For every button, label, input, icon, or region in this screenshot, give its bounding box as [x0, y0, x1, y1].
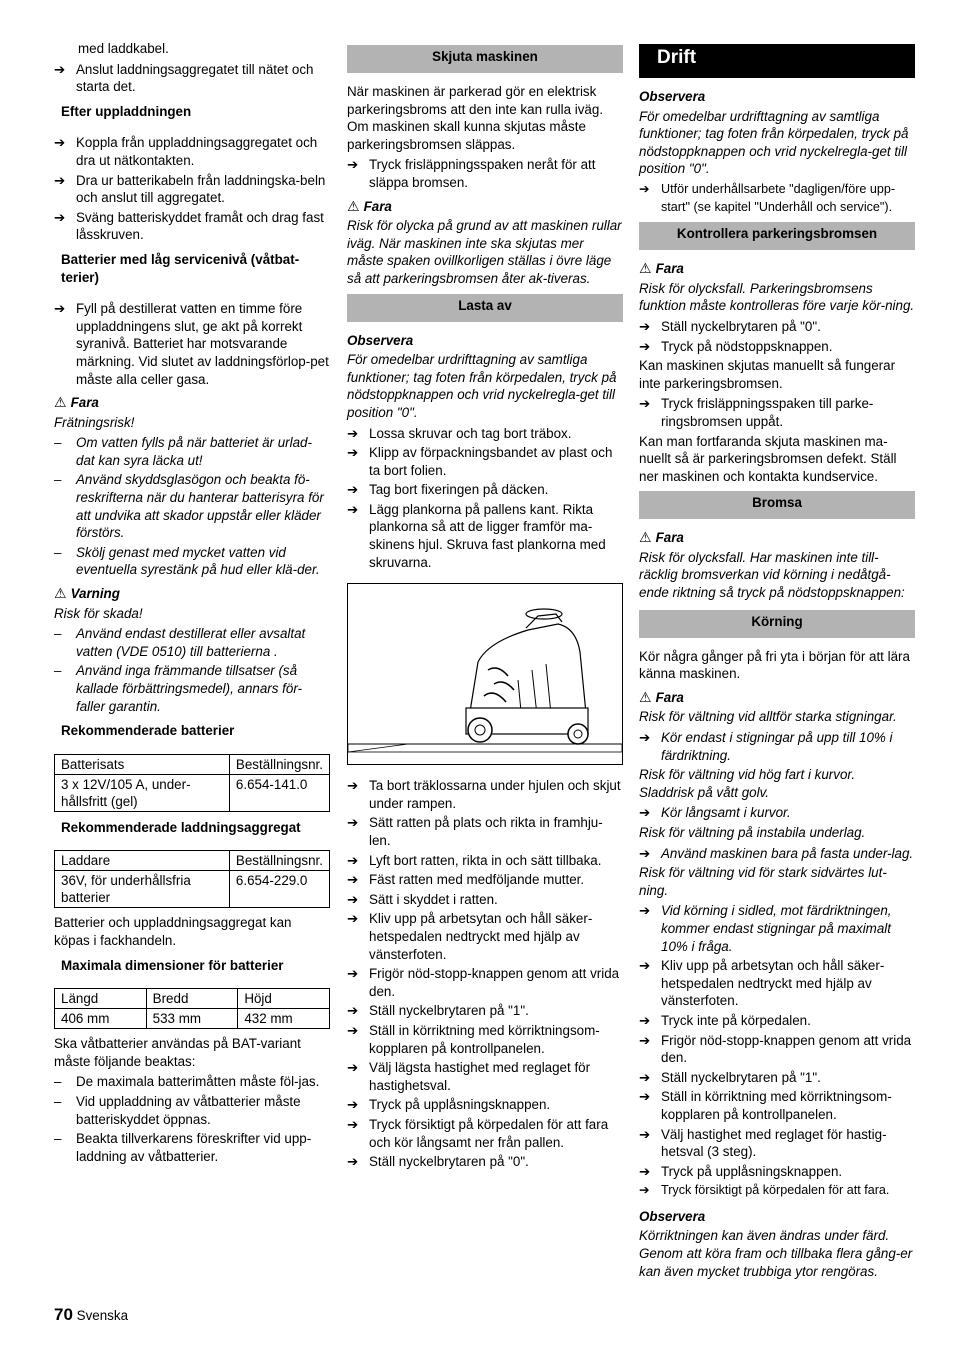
arrow-item: ➔ Sätt i skyddet i ratten. — [347, 891, 498, 907]
dash-item: – Om vatten fylls på när batteriet är urlad-dat kan syra läcka ut! — [54, 435, 312, 468]
arrow-icon: ➔ — [639, 318, 651, 334]
dash-item: – Använd inga främmande tillsatser (så kallade förbättringsmedel), annars för-faller garantin. — [54, 663, 303, 714]
arrow-item: ➔ Tryck på nödstoppsknappen. — [639, 338, 833, 354]
arrow-item: ➔ Lossa skruvar och tag bort träbox. — [347, 425, 572, 441]
arrow-item: ➔ Fäst ratten med medföljande mutter. — [347, 872, 585, 888]
fara-heading: ⚠ Fara — [639, 529, 684, 546]
column-2 — [347, 40, 623, 1173]
arrow-icon: ➔ — [347, 501, 359, 517]
arrow-icon: ➔ — [639, 1126, 651, 1142]
section-drift: Drift — [639, 44, 915, 78]
paragraph: Kör några gånger på fri yta i början för att lära känna maskinen. — [639, 648, 910, 682]
warning-triangle-icon: ⚠ — [347, 197, 360, 214]
arrow-item: ➔ Tryck på upplåsningsknappen. — [347, 1097, 551, 1113]
risk-text: Risk för vältning vid alltför starka stigningar. — [639, 709, 897, 725]
risk-text: Risk för vältning på instabila underlag. — [639, 825, 866, 840]
arrow-icon: ➔ — [639, 1089, 651, 1105]
risk-text: Sladdrisk på vått golv. — [639, 784, 770, 800]
dash-item: – Beakta tillverkarens föreskrifter vid upp-laddning av våtbatterier. — [54, 1131, 312, 1164]
arrow-item: ➔ Tag bort fixeringen på däcken. — [347, 482, 549, 498]
arrow-item: ➔ Välj lägsta hastighet med reglaget för hastighetsval. — [347, 1060, 591, 1093]
arrow-item: ➔ Koppla från uppladdningsaggregatet och dra ut nätkontakten. — [54, 135, 318, 168]
heading-max-dimensioner: Maximala dimensioner för batterier — [61, 957, 284, 973]
arrow-item: ➔ Fyll på destillerat vatten en timme före uppladdningens slut, ge akt på korrekt syranivå. Batteriet har motsvarande märkning. Vid slutet av laddningsförlop-pet måste alla celler gasa. — [54, 301, 329, 387]
arrow-icon: ➔ — [347, 778, 359, 794]
arrow-item: ➔ Dra ur batterikabeln från laddningska-beln och anslut till aggregatet. — [54, 172, 326, 206]
table-batterier: Batterisats Beställningsnr. 3 x 12V/105 A, under-hållsfritt (gel) 6.654-141.0 — [54, 754, 330, 812]
page-footer — [54, 1306, 128, 1325]
arrow-icon: ➔ — [347, 482, 359, 498]
warning-triangle-icon: ⚠ — [639, 529, 652, 546]
observera-text: För omedelbar urdrifttagning av samtliga funktioner; tag foten från körpedalen, tryck på nödstoppknappen och vrid nyckelregla-get till position "0". — [347, 352, 617, 420]
arrow-icon: ➔ — [639, 1069, 651, 1085]
page-number: 70 — [54, 1305, 73, 1324]
heading-rek-laddningsaggregat: Rekommenderade laddningsaggregat — [61, 819, 301, 835]
arrow-item: ➔ Tryck inte på körpedalen. — [639, 1012, 811, 1028]
paragraph: Kan maskinen skjutas manuellt så fungerar inte parkeringsbromsen. — [639, 358, 896, 391]
warning-triangle-icon: ⚠ — [54, 585, 67, 602]
varning-risk: Risk för skada! — [54, 605, 143, 621]
language-label: Svenska — [76, 1308, 129, 1323]
section-kontrollera-parkeringsbromsen: Kontrollera parkeringsbromsen — [639, 222, 915, 250]
table-dimensioner: Längd Bredd Höjd 406 mm 533 mm 432 mm — [54, 988, 330, 1029]
arrow-icon: ➔ — [639, 181, 650, 196]
fara-text: Risk för olycksfall. Parkeringsbromsens funktion måste kontrolleras före varje kör-ning. — [639, 280, 915, 314]
risk-text: Risk för vältning vid hög fart i kurvor. — [639, 767, 856, 783]
fara-heading: ⚠ Fara — [347, 197, 392, 214]
arrow-item: ➔ Tryck frisläppningsspaken till parke-ringsbromsen uppåt. — [639, 396, 874, 429]
arrow-icon: ➔ — [347, 872, 359, 888]
arrow-item: ➔ Klipp av förpackningsbandet av plast och ta bort folien. — [347, 445, 613, 478]
arrow-icon: ➔ — [347, 1060, 359, 1076]
fara-heading: ⚠ Fara — [639, 688, 684, 705]
arrow-icon: ➔ — [639, 338, 651, 354]
section-korning: Körning — [639, 610, 915, 638]
arrow-item: ➔ Ställ nyckelbrytaren på "0". — [639, 318, 821, 334]
arrow-icon: ➔ — [347, 891, 359, 907]
arrow-icon: ➔ — [347, 911, 359, 927]
arrow-icon: ➔ — [347, 157, 359, 173]
arrow-icon: ➔ — [347, 425, 359, 441]
dash-item: – Vid uppladdning av våtbatterier måste batteriskyddet öppnas. — [54, 1093, 301, 1127]
section-skjuta-maskinen: Skjuta maskinen — [347, 45, 623, 73]
section-lasta-av: Lasta av — [347, 294, 623, 322]
paragraph: Kan man fortfaranda skjuta maskinen ma-nuellt så är parkeringsbromsen defekt. Ställ ner maskinen och kontakta kundservice. — [639, 433, 897, 484]
arrow-icon: ➔ — [54, 301, 66, 317]
arrow-icon: ➔ — [639, 805, 651, 821]
arrow-item: ➔ Ställ nyckelbrytaren på "1". — [639, 1069, 821, 1085]
arrow-icon: ➔ — [54, 172, 66, 188]
arrow-icon: ➔ — [54, 209, 66, 225]
table-laddare: Laddare Beställningsnr. 36V, för underhållsfria batterier 6.654-229.0 — [54, 850, 330, 908]
arrow-icon: ➔ — [54, 135, 66, 151]
arrow-icon: ➔ — [347, 1003, 359, 1019]
arrow-item: ➔ Kör endast i stigningar på upp till 10% i färdriktning. — [639, 730, 893, 763]
arrow-item: ➔ Utför underhållsarbete "dagligen/före upp-start" (se kapitel "Underhåll och service"). — [639, 181, 896, 214]
arrow-item: ➔ Ta bort träklossarna under hjulen och skjut under rampen. — [347, 778, 621, 811]
dash-item: – Använd skyddsglasögon och beakta fö-reskrifterna när du hanterar batterisyra för att undvika att skador uppstår eller kläder förstörs. — [54, 472, 324, 541]
arrow-icon: ➔ — [639, 845, 651, 861]
arrow-item: ➔ Tryck frisläppningsspaken neråt för att släppa bromsen. — [347, 157, 596, 190]
arrow-item: ➔ Vid körning i sidled, mot färdriktningen, kommer endast stigningar på maximalt 10% i fråga. — [639, 903, 892, 954]
arrow-icon: ➔ — [347, 1154, 359, 1170]
column-3 — [639, 40, 915, 1283]
machine-drawing — [348, 584, 622, 762]
arrow-icon: ➔ — [639, 903, 651, 919]
arrow-item: ➔ Ställ in körriktning med körriktningsom-kopplaren på kontrollpanelen. — [639, 1089, 892, 1122]
arrow-item: ➔ Välj hastighet med reglaget för hastig-hetsval (3 steg). — [639, 1126, 887, 1160]
arrow-item: ➔ Ställ in körriktning med körriktningsom-kopplaren på kontrollpanelen. — [347, 1022, 600, 1056]
arrow-icon: ➔ — [347, 1116, 359, 1132]
fara-heading: ⚠ Fara — [639, 260, 684, 277]
paragraph: När maskinen är parkerad gör en elektrisk parkeringsbroms att den inte kan rulla iväg. Om maskinen skall kunna skjutas måste parkeringsbromsen släppas. — [347, 84, 604, 152]
fara-heading: ⚠ Fara — [54, 394, 99, 411]
arrow-icon: ➔ — [639, 396, 651, 412]
arrow-item: ➔ Kliv upp på arbetsytan och håll säker-hetspedalen nedtryckt med hjälp av vänsterfoten. — [347, 911, 593, 962]
column-1 — [54, 40, 330, 1167]
heading-efter-uppladdningen: Efter uppladdningen — [61, 103, 192, 119]
arrow-icon: ➔ — [347, 1097, 359, 1113]
observera-text: Körriktningen kan även ändras under färd. Genom att köra fram och tillbaka flera gång-er kan även mycket trubbiga ytor rengöras. — [639, 1228, 913, 1279]
arrow-icon: ➔ — [639, 1032, 651, 1048]
varning-heading: ⚠ Varning — [54, 585, 120, 602]
arrow-item: ➔ Anslut laddningsaggregatet till nätet och starta det. — [54, 61, 314, 95]
section-bromsa: Bromsa — [639, 491, 915, 519]
arrow-icon: ➔ — [54, 61, 66, 77]
dash-item: – Använd endast destillerat eller avsaltat vatten (VDE 0510) till batterierna . — [54, 626, 306, 659]
arrow-item: ➔ Sväng batteriskyddet framåt och drag fast låsskruven. — [54, 209, 324, 243]
fara-text: Risk för olycksfall. Har maskinen inte till-räcklig bromsverkan vid körning i nedåtgå-ende riktning så tryck på nödstoppsknappen: — [639, 549, 905, 601]
arrow-icon: ➔ — [347, 815, 359, 831]
dash-item: – Skölj genast med mycket vatten vid eventuella syrestänk på hud eller klä-der. — [54, 544, 320, 578]
arrow-item: ➔ Frigör nöd-stopp-knappen genom att vrida den. — [347, 966, 620, 999]
risk-text: Risk för vältning vid för stark sidvärtes lut-ning. — [639, 865, 887, 898]
arrow-icon: ➔ — [639, 730, 651, 746]
text-line: med laddkabel. — [78, 41, 169, 56]
arrow-item: ➔ Ställ nyckelbrytaren på "1". — [347, 1003, 529, 1019]
fara-text: Risk för olycka på grund av att maskinen rullar iväg. När maskinen inte ska skjutas mer måste spaken ovillkorligen ställas i övre läge så att parkeringsbromsen åter ak-tiveras. — [347, 218, 622, 286]
arrow-icon: ➔ — [347, 966, 359, 982]
arrow-icon: ➔ — [347, 445, 359, 461]
arrow-icon: ➔ — [639, 958, 651, 974]
arrow-item: ➔ Frigör nöd-stopp-knappen genom att vrida den. — [639, 1032, 912, 1066]
arrow-icon: ➔ — [639, 1183, 650, 1198]
arrow-item: ➔ Tryck försiktigt på körpedalen för att fara och kör långsamt ner från pallen. — [347, 1116, 609, 1150]
arrow-item: ➔ Lägg plankorna på pallens kant. Rikta plankorna så att de ligger framför ma-skinens hjul. Skruva fast plankorna med skruvarna. — [347, 501, 606, 570]
observera-label: Observera — [347, 332, 414, 348]
observera-label: Observera — [639, 89, 706, 104]
arrow-item: ➔ Sätt ratten på plats och rikta in framhju-len. — [347, 815, 603, 849]
arrow-item: ➔ Ställ nyckelbrytaren på "0". — [347, 1154, 529, 1170]
warning-triangle-icon: ⚠ — [639, 688, 652, 705]
arrow-item: ➔ Använd maskinen bara på fasta under-lag. — [639, 845, 914, 861]
arrow-item: ➔ Tryck försiktigt på körpedalen för att fara. — [639, 1182, 915, 1200]
warning-triangle-icon: ⚠ — [54, 394, 67, 411]
heading-batterier-service: Batterier med låg servicenivå (våtbat-terier) — [61, 251, 300, 285]
machine-illustration — [347, 583, 623, 765]
dash-item: – De maximala batterimåtten måste föl-jas. — [54, 1074, 320, 1090]
arrow-icon: ➔ — [347, 852, 359, 868]
arrow-item: ➔ Kör långsamt i kurvor. — [639, 805, 791, 821]
arrow-item: ➔ Tryck på upplåsningsknappen. — [639, 1163, 843, 1179]
arrow-item: ➔ Lyft bort ratten, rikta in och sätt tillbaka. — [347, 852, 602, 868]
arrow-icon: ➔ — [639, 1163, 651, 1179]
paragraph: Batterier och uppladdningsaggregat kan köpas i fackhandeln. — [54, 915, 292, 948]
arrow-item: ➔ Kliv upp på arbetsytan och håll säker-hetspedalen nedtryckt med hjälp av vänsterfoten. — [639, 958, 885, 1009]
arrow-icon: ➔ — [347, 1022, 359, 1038]
heading-rek-batterier: Rekommenderade batterier — [61, 723, 235, 739]
paragraph: Ska våtbatterier användas på BAT-variant måste följande beaktas: — [54, 1036, 301, 1069]
warning-triangle-icon: ⚠ — [639, 260, 652, 277]
observera-text: För omedelbar urdrifttagning av samtliga funktioner; tag foten från körpedalen, tryck på nödstoppknappen och vrid nyckelregla-get till position "0". — [639, 108, 909, 177]
observera-label: Observera — [639, 1208, 706, 1224]
fara-risk: Frätningsrisk! — [54, 414, 135, 430]
arrow-icon: ➔ — [639, 1012, 651, 1028]
